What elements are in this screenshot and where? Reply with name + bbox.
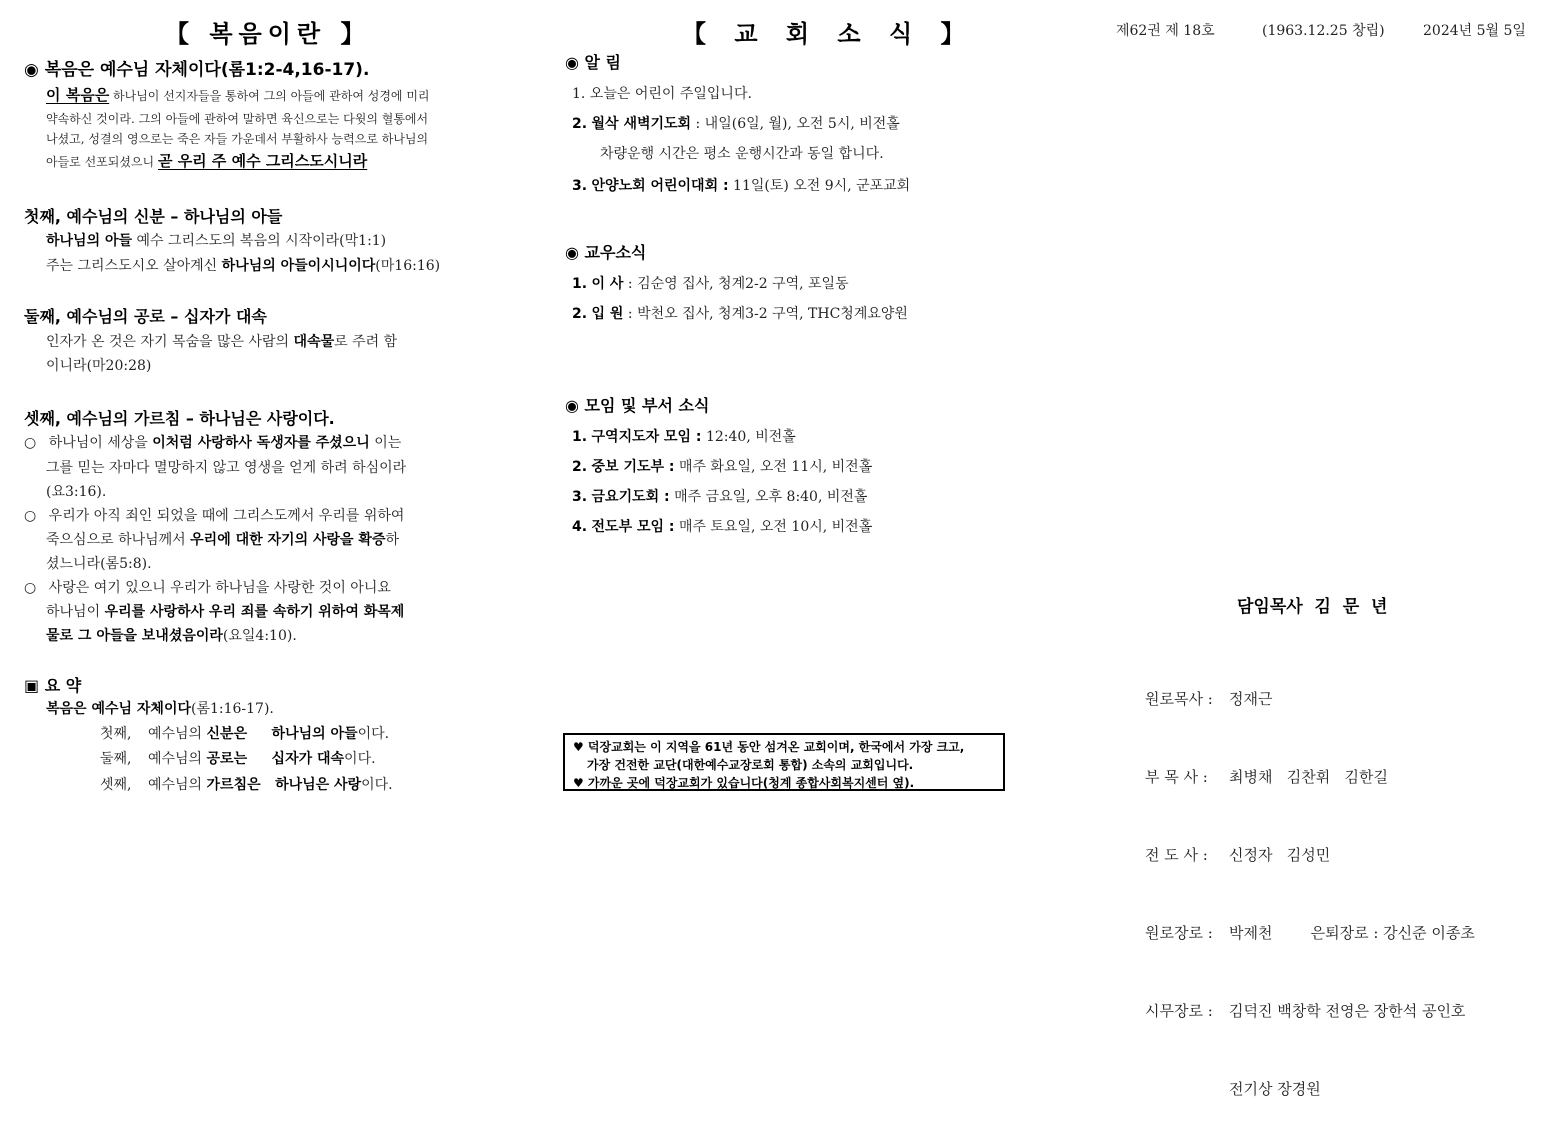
item-text: 매주 토요일, 오전 10시, 비전홀 <box>678 519 873 535</box>
summary-ordinal: 둘째, <box>100 751 132 767</box>
third-a-line2: 그를 믿는 자마다 멸망하지 않고 영생을 얻게 하려 하심이라 <box>46 460 407 476</box>
third-c-text: 사랑은 여기 있으니 우리가 하나님을 사랑한 것이 아니요 <box>48 580 391 596</box>
news-header: 【 교 회 소 식 】 <box>682 20 975 48</box>
third-a-line1 <box>24 432 401 452</box>
staff-role: 원로목사 : <box>1145 690 1213 708</box>
second-heading: 둘째, 예수님의 공로 – 십자가 대속 <box>24 307 267 326</box>
gospel-intro-line4 <box>46 150 367 171</box>
notices-heading: ◉ 알 림 <box>565 53 622 72</box>
item-text: 매주 금요일, 오후 8:40, 비전홀 <box>674 489 868 505</box>
third-c-line2 <box>46 601 404 621</box>
summary-topic: 가르침은 <box>206 777 261 793</box>
first-heading: 첫째, 예수님의 신분 – 하나님의 아들 <box>24 207 283 226</box>
first-line2 <box>46 255 440 275</box>
item-label: 금요기도회 : <box>591 489 670 505</box>
staff-row <box>1145 842 1475 868</box>
summary-row3 <box>100 774 393 794</box>
third-c-line3 <box>46 625 297 645</box>
intro-text-4: 아들로 선포되셨으니 <box>46 155 155 169</box>
summary-ref: (롬1:16-17). <box>191 701 274 717</box>
summary-bold: 복음은 예수님 자체이다 <box>46 701 191 717</box>
third-b-bold: 우리에 대한 자기의 사랑을 확증 <box>190 532 386 548</box>
third-c-bold: 우리를 사랑하사 우리 죄를 속하기 위하여 화목제 <box>104 604 405 620</box>
staff-list <box>1145 634 1475 1128</box>
item-label: 안양노회 어린이대회 : <box>591 178 729 194</box>
intro-lead: 이 복음은 <box>46 86 110 104</box>
church-notice-box <box>563 733 1005 791</box>
third-b-tail: 하 <box>385 532 399 548</box>
item-label: 이 사 <box>591 276 624 292</box>
item-number: 1. <box>572 429 588 445</box>
senior-pastor: 담임목사 김 문 년 <box>1237 597 1388 617</box>
notice-item-1: 1. 오늘은 어린이 주일입니다. <box>572 86 752 102</box>
item-number: 3. <box>572 489 588 505</box>
summary-answer: 하나님의 아들 <box>271 726 358 742</box>
summary-topic: 신분은 <box>206 726 248 742</box>
notice-box-line1: ♥ 덕장교회는 이 지역을 61년 동안 섬겨온 교회이며, 한국에서 가장 크고, <box>573 740 965 754</box>
summary-line1 <box>46 698 274 718</box>
item-text: : 김순영 집사, 청계2-2 구역, 포일동 <box>627 276 849 292</box>
third-c-line1 <box>24 577 391 597</box>
staff-names: 정재근 <box>1229 690 1273 708</box>
group-item-4 <box>572 516 872 536</box>
item-text: 12:40, 비전홀 <box>705 429 796 445</box>
third-a-bold: 이처럼 사랑하사 독생자를 주셨으니 <box>152 435 370 451</box>
item-label: 월삭 새벽기도회 <box>591 116 692 132</box>
notice-box-line3: ♥ 가까운 곳에 덕장교회가 있습니다(청계 종합사회복지센터 옆). <box>573 776 915 790</box>
staff-names: 최병채 김찬휘 김한길 <box>1229 768 1389 786</box>
staff-role: 시무장로 : <box>1145 1002 1213 1020</box>
first-line1 <box>46 230 386 250</box>
summary-end: 이다. <box>357 726 390 742</box>
third-c-ref: (요일4:10). <box>222 628 297 644</box>
gospel-header: 【 복음이란 】 <box>165 20 371 48</box>
issue-volume: 제62권 제 18호 <box>1116 23 1215 39</box>
staff-row <box>1145 920 1475 946</box>
staff-names: 박제천 은퇴장로 : 강신준 이종초 <box>1229 924 1475 942</box>
third-b-line2 <box>46 529 399 549</box>
item-label: 입 원 <box>591 306 624 322</box>
notice-item-2 <box>572 113 900 133</box>
intro-text-1: 하나님이 선지자들을 통하여 그의 아들에 관하여 성경에 미리 <box>113 89 430 103</box>
item-number: 2. <box>572 459 588 475</box>
third-b-text: 우리가 아직 죄인 되었을 때에 그리스도께서 우리를 위하여 <box>48 508 405 524</box>
circle-bullet-icon: ○ <box>24 580 37 596</box>
third-b-line3: 셨느니라(롬5:8). <box>46 556 152 572</box>
issue-founded: (1963.12.25 창립) <box>1262 23 1385 39</box>
members-heading: ◉ 교우소식 <box>565 243 647 262</box>
issue-date: 2024년 5월 5일 <box>1423 23 1526 39</box>
summary-answer: 하나님은 사랑 <box>275 777 362 793</box>
third-heading: 셋째, 예수님의 가르침 – 하나님은 사랑이다. <box>24 409 335 428</box>
third-a-text: 하나님이 세상을 <box>48 435 148 451</box>
first-line1-bold: 하나님의 아들 <box>46 233 133 249</box>
group-item-2 <box>572 456 872 476</box>
staff-row <box>1145 686 1475 712</box>
gospel-title <box>24 55 369 80</box>
notice-item-2-detail: 차량운행 시간은 평소 운행시간과 동일 합니다. <box>600 146 884 162</box>
second-line1 <box>46 331 397 351</box>
item-number: 2. <box>572 306 588 322</box>
staff-role: 부 목 사 : <box>1145 768 1208 786</box>
second-line1-tail: 로 주려 함 <box>334 334 398 350</box>
item-number: 2. <box>572 116 588 132</box>
staff-names: 전기상 장경원 <box>1229 1080 1321 1098</box>
gospel-intro-line3: 나셨고, 성결의 영으로는 죽은 자들 가운데서 부활하사 능력으로 하나님의 <box>46 132 429 146</box>
first-line2-bold: 하나님의 아들이시니이다 <box>221 258 376 274</box>
summary-row2 <box>100 748 376 768</box>
staff-row <box>1145 764 1475 790</box>
groups-heading: ◉ 모임 및 부서 소식 <box>565 396 710 415</box>
summary-row1 <box>100 723 389 743</box>
summary-subject: 예수님의 <box>147 751 203 767</box>
item-label: 중보 기도부 : <box>591 459 675 475</box>
third-b-text2: 죽으심으로 하나님께서 <box>46 532 186 548</box>
summary-ordinal: 첫째, <box>100 726 132 742</box>
staff-role: 원로장로 : <box>1145 924 1213 942</box>
staff-names: 김덕진 백창학 전영은 장한석 공인호 <box>1229 1002 1466 1020</box>
first-line1-text: 예수 그리스도의 복음의 시작이라(막1:1) <box>136 233 387 249</box>
item-text: 11일(토) 오전 9시, 군포교회 <box>733 178 911 194</box>
staff-row <box>1145 998 1475 1024</box>
third-a-line3: (요3:16). <box>46 484 107 500</box>
item-text: 매주 화요일, 오전 11시, 비전홀 <box>678 459 873 475</box>
summary-end: 이다. <box>361 777 393 793</box>
item-text: : 내일(6일, 월), 오전 5시, 비전홀 <box>695 116 900 132</box>
third-a-tail: 이는 <box>374 435 402 451</box>
second-line1-text: 인자가 온 것은 자기 목숨을 많은 사람의 <box>46 334 290 350</box>
gospel-title-text: 복음은 예수님 자체이다(롬1:2-4,16-17). <box>44 60 370 80</box>
staff-role: 전 도 사 : <box>1145 846 1208 864</box>
staff-row <box>1145 1076 1475 1102</box>
summary-topic: 공로는 <box>206 751 248 767</box>
target-icon: ◉ <box>24 60 39 80</box>
third-c-text2: 하나님이 <box>46 604 101 620</box>
first-line2-ref: (마16:16) <box>375 258 441 274</box>
summary-ordinal: 셋째, <box>100 777 132 793</box>
gospel-intro-line2: 약속하신 것이라. 그의 아들에 관하여 말하면 육신으로는 다윗의 혈통에서 <box>46 112 429 126</box>
member-item-2 <box>572 303 908 323</box>
member-item-1 <box>572 273 849 293</box>
item-text: : 박천오 집사, 청계3-2 구역, THC청계요양원 <box>627 306 908 322</box>
item-number: 1. <box>572 276 588 292</box>
item-number: 3. <box>572 178 588 194</box>
group-item-1 <box>572 426 796 446</box>
summary-subject: 예수님의 <box>147 726 203 742</box>
staff-names: 신정자 김성민 <box>1229 846 1331 864</box>
second-line1-bold: 대속물 <box>293 334 335 350</box>
gospel-intro-line1 <box>46 84 430 105</box>
circle-bullet-icon: ○ <box>24 508 37 524</box>
item-label: 구역지도자 모임 : <box>591 429 702 445</box>
summary-heading: ▣ 요 약 <box>24 676 82 695</box>
notice-item-3 <box>572 175 910 195</box>
first-line2-text: 주는 그리스도시오 살아계신 <box>46 258 218 274</box>
circle-bullet-icon: ○ <box>24 435 37 451</box>
summary-answer: 십자가 대속 <box>271 751 345 767</box>
item-number: 4. <box>572 519 588 535</box>
second-line2: 이니라(마20:28) <box>46 358 152 374</box>
intro-conclusion: 곧 우리 주 예수 그리스도시니라 <box>157 152 368 170</box>
notice-box-line2: 가장 건전한 교단(대한예수교장로회 통합) 소속의 교회입니다. <box>587 758 914 772</box>
item-label: 전도부 모임 : <box>591 519 675 535</box>
summary-end: 이다. <box>344 751 376 767</box>
group-item-3 <box>572 486 867 506</box>
summary-subject: 예수님의 <box>147 777 203 793</box>
third-b-line1 <box>24 505 404 525</box>
third-c-bold2: 물로 그 아들을 보내셨음이라 <box>46 628 223 644</box>
